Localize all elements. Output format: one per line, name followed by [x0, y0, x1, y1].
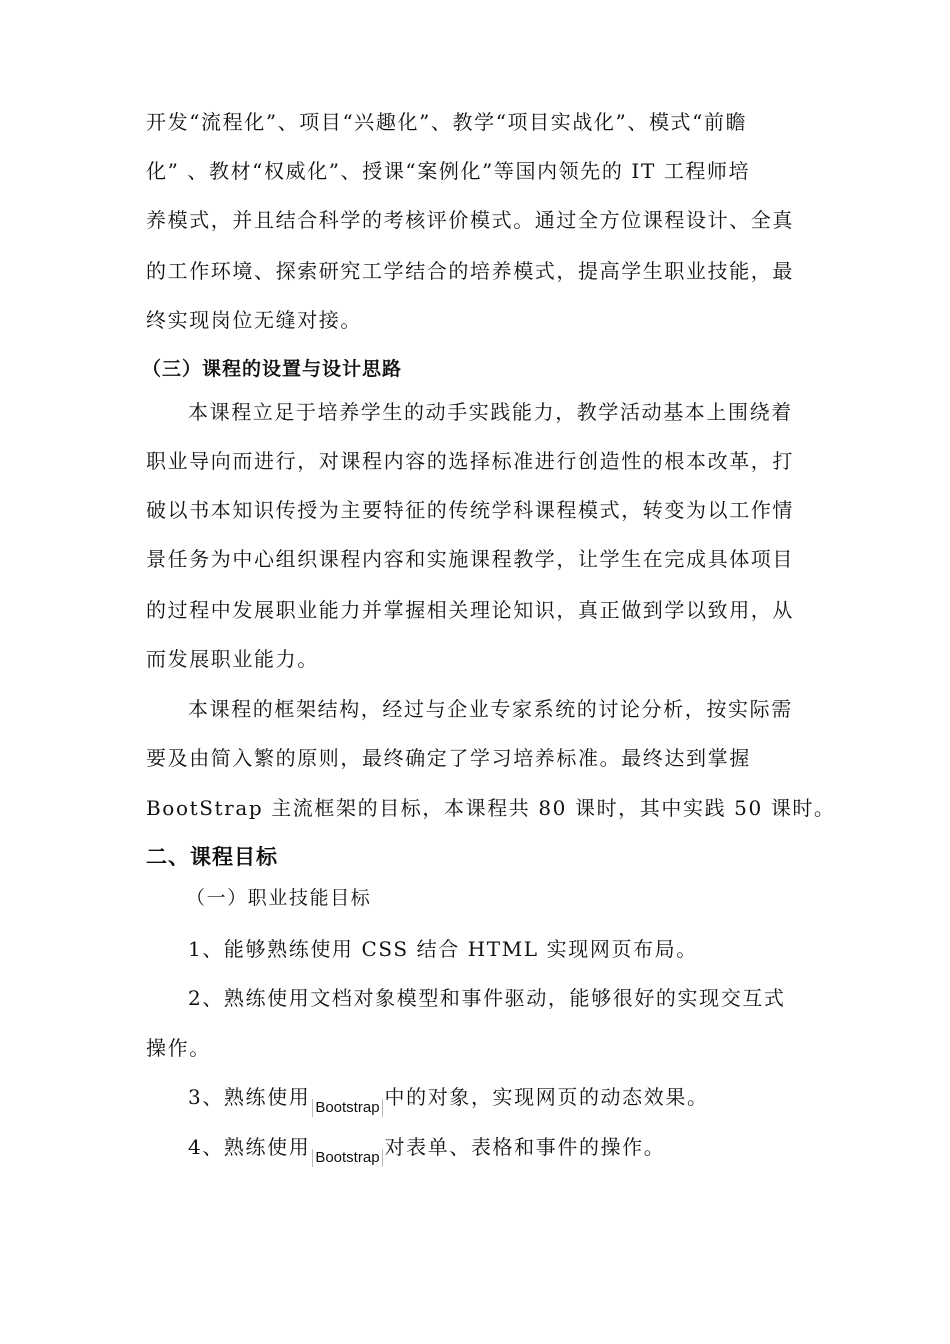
paragraph-line: 而发展职业能力。 [146, 647, 319, 671]
bootstrap-term-box: Bootstrap [312, 1099, 382, 1117]
paragraph-line: 开发“流程化”、项目“兴趣化”、教学“项目实战化”、模式“前瞻 [146, 110, 748, 134]
goal-item-4 [188, 1133, 868, 1167]
paragraph-line: 本课程的框架结构，经过与企业专家系统的讨论分析，按实际需 [188, 697, 793, 721]
paragraph-line: 的过程中发展职业能力并掌握相关理论知识，真正做到学以致用，从 [146, 598, 794, 622]
paragraph-line: 的工作环境、探索研究工学结合的培养模式，提高学生职业技能，最 [146, 259, 794, 283]
paragraph-line: 破以书本知识传授为主要特征的传统学科课程模式，转变为以工作情 [146, 498, 794, 522]
section-heading-course-goals: 二、课程目标 [146, 845, 278, 869]
goal-item-3 [188, 1083, 868, 1117]
paragraph-line: 景任务为中心组织课程内容和实施课程教学，让学生在完成具体项目 [146, 547, 794, 571]
goal-3-suffix: 中的对象，实现网页的动态效果。 [384, 1085, 709, 1109]
paragraph-line: 职业导向而进行，对课程内容的选择标准进行创造性的根本改革，打 [146, 449, 794, 473]
goal-item-1: 1、能够熟练使用 CSS 结合 HTML 实现网页布局。 [188, 937, 698, 961]
paragraph-line: 本课程立足于培养学生的动手实践能力，教学活动基本上围绕着 [188, 400, 793, 424]
section-heading-course-design: （三）课程的设置与设计思路 [142, 358, 403, 380]
paragraph-line: 化” 、教材“权威化”、授课“案例化”等国内领先的 IT 工程师培 [146, 159, 751, 183]
goal-4-prefix: 4、熟练使用 [188, 1135, 311, 1159]
goal-4-suffix: 对表单、表格和事件的操作。 [384, 1135, 666, 1159]
paragraph-line: 养模式，并且结合科学的考核评价模式。通过全方位课程设计、全真 [146, 208, 794, 232]
goal-3-prefix: 3、熟练使用 [188, 1085, 311, 1109]
paragraph-line: 要及由简入繁的原则，最终确定了学习培养标准。最终达到掌握 [146, 746, 751, 770]
paragraph-line: 终实现岗位无缝对接。 [146, 308, 362, 332]
paragraph-line: BootStrap 主流框架的目标，本课程共 80 课时，其中实践 50 课时。 [146, 796, 836, 820]
goal-item-2: 2、熟练使用文档对象模型和事件驱动，能够很好的实现交互式 [188, 986, 786, 1010]
bootstrap-term-box: Bootstrap [312, 1149, 382, 1167]
goal-item-2-continued: 操作。 [146, 1036, 211, 1060]
subsection-heading-skill-goals: （一）职业技能目标 [186, 887, 372, 909]
